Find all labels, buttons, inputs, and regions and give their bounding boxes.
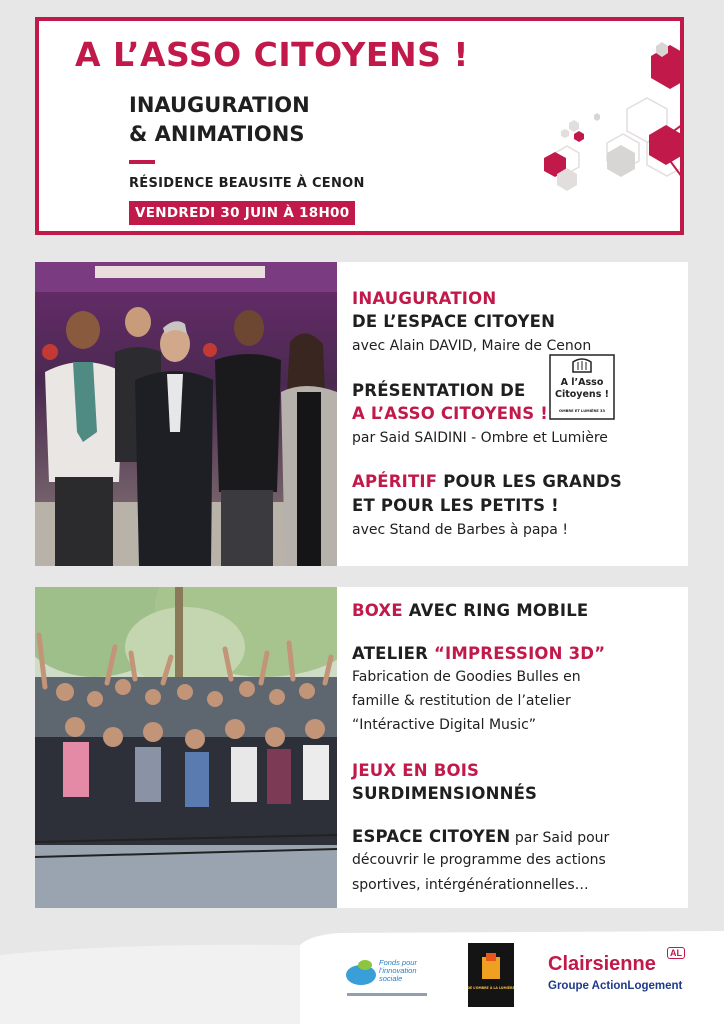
presentation-heading-2: A L’ASSO CITOYENS !	[352, 404, 548, 423]
clairsienne-logo	[548, 948, 683, 992]
aperitif-rest: POUR LES GRANDS	[437, 472, 622, 491]
atelier-line-1: Fabrication de Goodies Bulles en	[352, 669, 581, 685]
atelier-heading	[352, 644, 605, 663]
accent-bar	[129, 160, 155, 164]
fpis-line-3: sociale	[379, 974, 403, 983]
fonds-innovation-sociale-logo	[343, 955, 433, 1007]
atelier-accent: “IMPRESSION 3D”	[434, 644, 606, 663]
jeux-heading: JEUX EN BOIS	[352, 761, 480, 780]
inauguration-heading: INAUGURATION	[352, 289, 497, 308]
aperitif-detail: avec Stand de Barbes à papa !	[352, 522, 568, 538]
subtitle-line-2: & ANIMATIONS	[129, 122, 305, 146]
aperitif-heading	[352, 472, 622, 491]
clairsienne-subtitle: Groupe ActionLogement	[548, 980, 683, 992]
activities-panel	[35, 587, 688, 908]
espace-line-3: sportives, intérgénérationnelles…	[352, 877, 589, 893]
atelier-line-2: famille & restitution de l’atelier	[352, 693, 571, 709]
subtitle-line-1: INAUGURATION	[129, 93, 310, 117]
boxe-rest: AVEC RING MOBILE	[402, 601, 589, 620]
inauguration-detail: avec Alain DAVID, Maire de Cenon	[352, 338, 592, 354]
asso-citoyens-logo	[549, 354, 615, 420]
badge-line-2: Citoyens !	[555, 389, 609, 400]
ombre-lumiere-logo	[468, 943, 514, 1007]
espace-rest: par Said pour	[510, 830, 610, 846]
event-date-badge: VENDREDI 30 JUIN À 18H00	[129, 201, 355, 225]
badge-line-1: A l’Asso	[560, 377, 604, 388]
action-logement-mark: AL	[667, 947, 685, 959]
ombre-text: DE L’OMBRE À LA LUMIÈRE	[468, 986, 514, 990]
presentation-detail: par Said SAIDINI - Ombre et Lumière	[352, 430, 608, 446]
aperitif-heading-2: ET POUR LES PETITS !	[352, 496, 559, 515]
event-place: RÉSIDENCE BEAUSITE À CENON	[129, 176, 365, 191]
officials-photo	[35, 262, 337, 566]
children-crowd-photo	[35, 587, 337, 908]
jeux-heading-2: SURDIMENSIONNÉS	[352, 784, 538, 803]
event-subtitle	[129, 91, 310, 149]
hexagon-decoration	[499, 31, 684, 235]
espace-line-2: découvrir le programme des actions	[352, 852, 606, 868]
boxe-heading	[352, 601, 588, 620]
inauguration-heading-2: DE L’ESPACE CITOYEN	[352, 312, 556, 331]
atelier-word: ATELIER	[352, 644, 434, 663]
clairsienne-name: Clairsienne	[548, 953, 656, 975]
aperitif-word: APÉRITIF	[352, 472, 438, 491]
atelier-line-3: “Intéractive Digital Music”	[352, 717, 537, 733]
espace-heading	[352, 827, 609, 846]
fpis-line-1: Fonds pour	[379, 958, 417, 967]
espace-word: ESPACE CITOYEN	[352, 827, 511, 846]
presentation-heading: PRÉSENTATION DE	[352, 381, 526, 400]
header-banner	[35, 17, 684, 235]
fpis-line-2: l’innovation	[379, 966, 417, 975]
boxe-word: BOXE	[352, 601, 403, 620]
badge-line-3: OMBRE ET LUMIÈRE 33	[559, 409, 605, 413]
event-title: A L’ASSO CITOYENS !	[75, 35, 469, 74]
